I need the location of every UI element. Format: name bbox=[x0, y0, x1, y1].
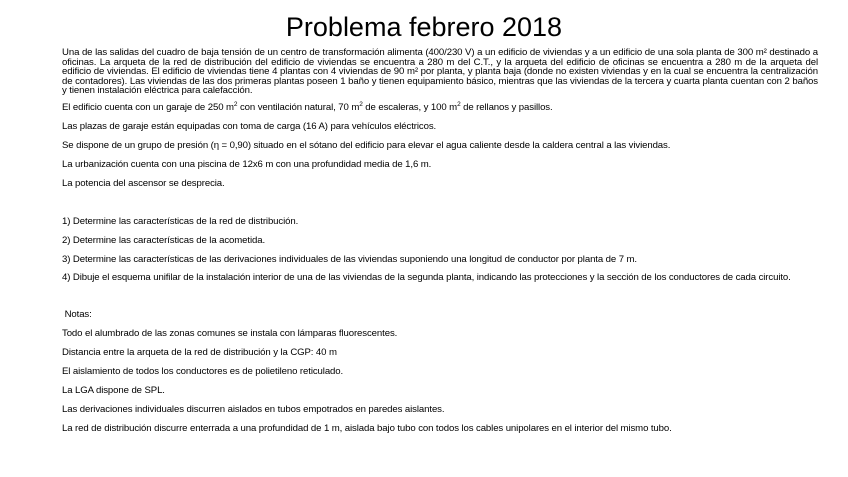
garage-statement: El edificio cuenta con un garaje de 250 $m^2$ con ventilación natural, 70 $m^2$ de escaleras, y 100 $m^2$ de rellanos y pasillos. bbox=[62, 100, 553, 113]
question-3: 3) Determine las características de las derivaciones individuales de las viviendas suponiendo una longitud de conductor por planta de 7 m. bbox=[62, 253, 637, 265]
note-item: Las derivaciones individuales discurren aislados en tubos empotrados en paredes aislantes. bbox=[62, 403, 445, 415]
note-item: El aislamiento de todos los conductores es de polietileno reticulado. bbox=[62, 365, 344, 377]
parking-statement: Las plazas de garaje están equipadas con toma de carga (16 A) para vehículos eléctricos. bbox=[62, 120, 437, 132]
note-item: Todo el alumbrado de las zonas comunes se instala con lámparas fluorescentes. bbox=[62, 327, 398, 339]
pump-statement: Se dispone de un grupo de presión (η = 0,90) situado en el sótano del edificio para elevar el agua caliente desde la caldera central a las viviendas. bbox=[62, 139, 671, 151]
note-item: La LGA dispone de SPL. bbox=[62, 384, 165, 396]
question-2: 2) Determine las características de la acometida. bbox=[62, 234, 266, 246]
pool-statement: La urbanización cuenta con una piscina de 12x6 m con una profundidad media de 1,6 m. bbox=[62, 158, 432, 170]
note-item: La red de distribución discurre enterrada a una profundidad de 1 m, aislada bajo tubo con todos los cables unipolares en el interior del mismo tubo. bbox=[62, 422, 672, 434]
notes-heading: Notas: bbox=[62, 308, 92, 320]
elevator-statement: La potencia del ascensor se desprecia. bbox=[62, 177, 225, 189]
intro-paragraph: Una de las salidas del cuadro de baja tensión de un centro de transformación alimenta (400/230 V) a un edificio de viviendas y a un edificio de una sola planta de 300 m² destinado a oficinas. La arqueta de la red de distribución del edificio de viviendas se encuentra a 280 m del C.T., y la arqueta del edificio de oficinas se encuentra a 280 m de la arqueta del edificio de viviendas. El edificio de viviendas tiene 4 plantas con 4 viviendas de 90 m² por planta, y planta baja (donde no existen viviendas y en la cual se encuentra la centralización de contadores). Las viviendas de las dos primeras plantas poseen 1 baño y tienen equipamiento básico, mientras que las viviendas de la tercera y cuarta planta cuentan con 2 baños y tienen instalación eléctrica para calefacción. bbox=[62, 47, 818, 97]
note-item: Distancia entre la arqueta de la red de distribución y la CGP: 40 m bbox=[62, 346, 337, 358]
question-1: 1) Determine las características de la red de distribución. bbox=[62, 215, 299, 227]
question-4: 4) Dibuje el esquema unifilar de la instalación interior de una de las viviendas de la segunda planta, indicando las protecciones y la sección de los conductores de cada circuito. bbox=[62, 271, 791, 283]
page-title: Problema febrero 2018 bbox=[285, 12, 563, 42]
